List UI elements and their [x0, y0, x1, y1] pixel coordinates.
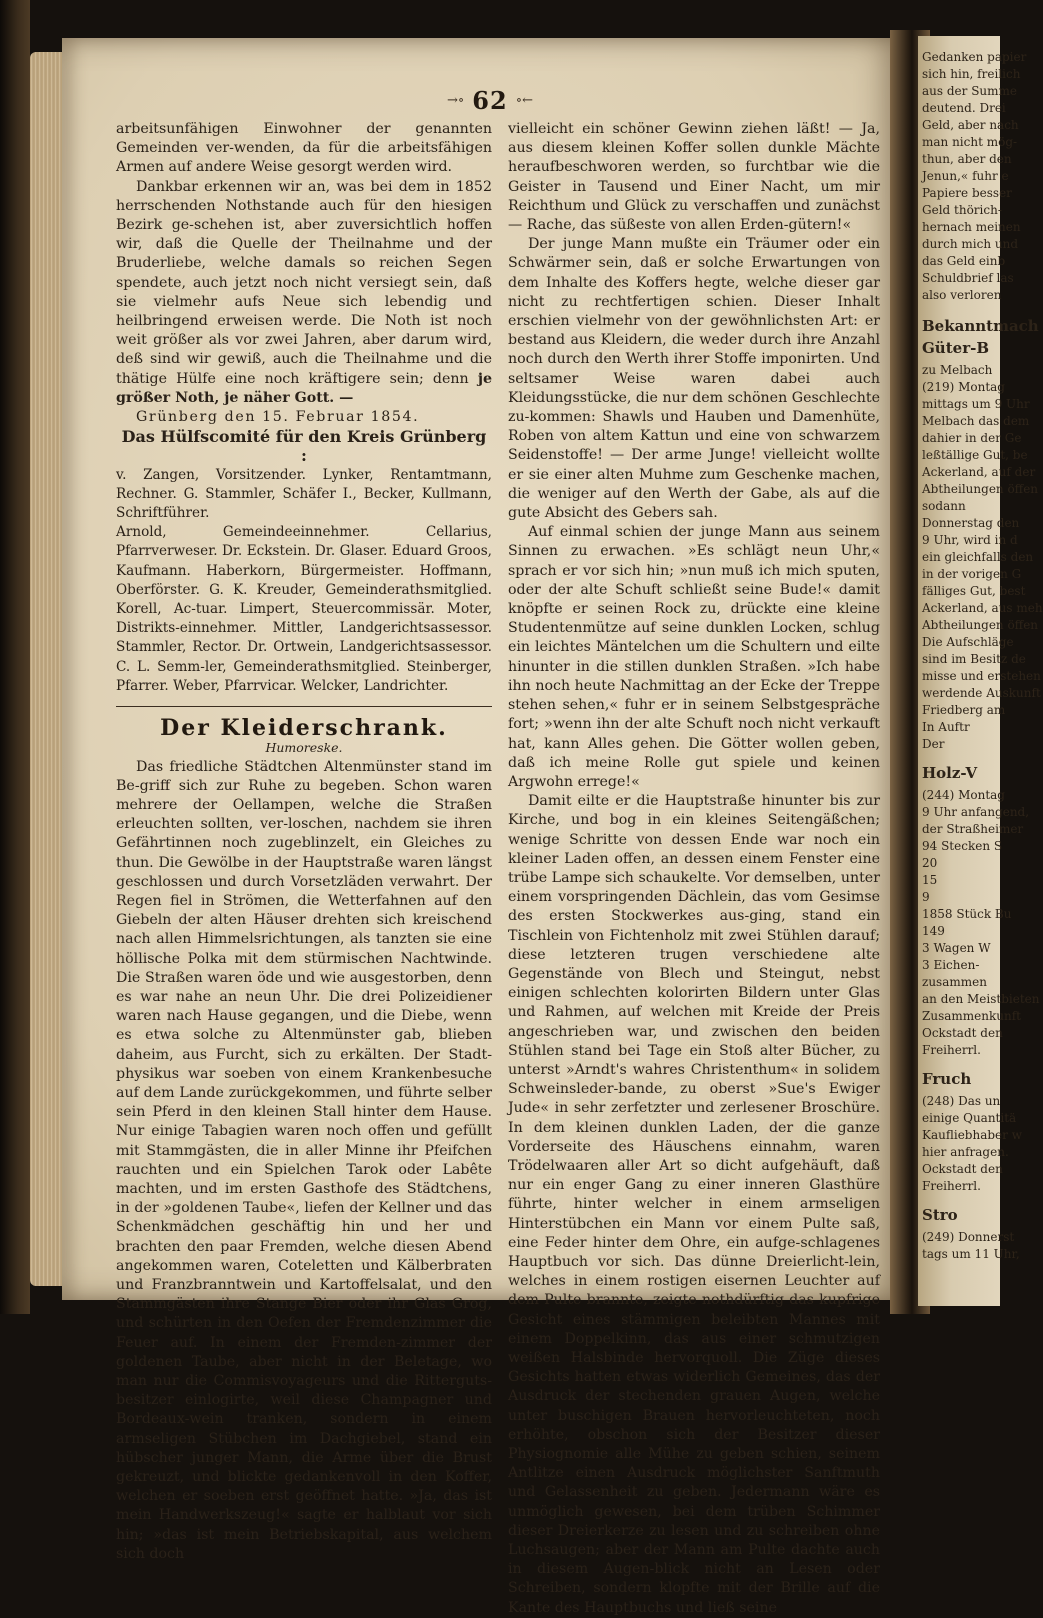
fragment-line: thun, aber den	[922, 152, 1012, 166]
fragment-line: Die Aufschläge	[922, 635, 1014, 649]
story-paragraph-5: Damit eilte er die Hauptstraße hinunter bis zur Kirche, und bog in ein kleines Seitengäßchen; wenige Schritte von dessen Ende war noch ein kleiner Laden offen, an dessen einem Fenster eine trübe Lampe sich schaukelte. Vor demselben, unter einem vorspringenden Dächlein, das vom Gesimse des ersten Stockwerkes aus-ging, stand ein Tischlein von Fichtenholz mit zwei Stühlen darauf; diese letzteren trugen verschiedene alte Gegenstände von Blech und Steingut, nebst einigen schlechten kolorirten Bildern unter Glas und Rahmen, auf welchen mit Kreide der Preis angeschrieben war, und zwischen den beiden Stühlen stand bei Tage ein Stoß alter Bücher, zu unterst »Arndt's wahres Christenthum« in solidem Schweinsleder-bande, zu oberst »Sue's Ewiger Jude« in sehr zerfetzter und zerlesener Broschüre. In dem kleinen dunklen Laden, der die ganze Vorderseite des Häuschens einnahm, waren Trödelwaaren aller Art so dicht aufgehäuft, daß nur ein enger Gang zu einer inneren Glasthüre führte, hinter welcher in einem armseligen Hinterstübchen ein Mann vor einem Pulte saß, eine Feder hinter dem Ohre, ein aufge-schlagenes Hauptbuch vor sich. Das dünne Dreierlicht-lein, welches in einem rostigen eisernen Leuchter auf dem Pulte brannte, zeigte nothdürftig das kupfrige Gesicht eines stämmigen beleibten Mannes mit einem Doppelkinn, das aus einer schmutzigen weißen Halsbinde hervorquoll. Die Züge dieses Gesichts hatten etwas widerlich Gemeines, das der Ausdruck der stechenden grauen Augen, welche unter buschigen Brauen hervorleuchteten, noch erhöhte, obschon sich der Besitzer dieser Physiognomie alle Mühe zu geben schien, seinem Antlitze einen Ausdruck möglichster Sanftmuth und Gelassenheit zu geben. Jedermann wäre es unmöglich gewesen, bei dem trüben Schimmer dieser Dreierkerze zu lesen und zu schreiben ohne Luchsaugen; aber der Mann am Pulte dachte auch in diesem Augen-blick nicht an Lesen oder Schreiben, sondern klopfte mit der Brille auf die Kante des Hauptbuchs und ließ seine	[508, 793, 880, 1616]
fragment-line: zu Melbach	[922, 363, 993, 377]
fragment-line: Jenun,« fuhr e	[922, 169, 1009, 183]
story-paragraph-3: Der junge Mann mußte ein Träumer oder ein Schwärmer sein, daß er solche Erwartungen von dem Inhalte des Koffers hegte, welche dieser gar nicht zu rechtfertigen schien. Dieser Inhalt erschien vielmehr von der gewöhnlichsten Art: er bestand aus Kleidern, die weder durch ihre Anzahl noch durch den Werth ihrer Stoffe imponirten. Und seltsamer Weise waren dabei auch Kleidungsstücke, die nur dem schönen Geschlechte zu-kommen: Shawls und Hauben und Damenhüte, Roben von altem Kattun und eine von schwarzem Seidenstoffe! — Der arme Junge! vielleicht wollte er sie einer alten Muhme zum Geschenke machen, die weniger auf den Werth der Gabe, als auf die gute Absicht des Gebers sah.	[508, 236, 880, 522]
fragment-line: sich hin, freilich	[922, 67, 1021, 81]
ornament-right-icon: ∘←	[515, 92, 533, 108]
fragment-line: Fruch	[922, 1070, 972, 1088]
fragment-line: dahier in der Ge	[922, 431, 1022, 445]
fragment-line: 149	[922, 924, 945, 938]
story-subtitle: Humoreske.	[265, 740, 343, 756]
page-number: 62	[472, 85, 508, 115]
fragment-line: Stro	[922, 1206, 958, 1224]
fragment-line: Der	[922, 737, 945, 751]
fragment-line: an den Meistbieten	[922, 992, 1040, 1006]
fragment-line: mittags um 9 Uhr	[922, 397, 1030, 411]
fragment-line: der Straßheimer	[922, 822, 1024, 836]
fragment-line: Ockstadt den	[922, 1026, 1003, 1040]
fragment-line: Kaufliebhaber w	[922, 1128, 1022, 1142]
fragment-line: leßtällige Gut, be	[922, 448, 1028, 462]
fragment-line: in der vorigen G	[922, 567, 1022, 581]
section-divider	[116, 706, 492, 707]
fragment-line: ein gleichfalls den	[922, 550, 1034, 564]
fragment-line: (219) Montag	[922, 380, 1005, 394]
fragment-line: hernach meinen	[922, 220, 1021, 234]
fragment-line: einige Quantitä	[922, 1111, 1017, 1125]
signatories-members: Arnold, Gemeindeeinnehmer. Cellarius, Pfarrverweser. Dr. Eckstein. Dr. Glaser. Eduard Groos, Kaufmann. Haberkorn, Bürgermeister. Hoffmann, Oberförster. G. K. Kreuder, Gemeinderathsmitglied. Korell, Ac-tuar. Limpert, Steuercommissär. Moter, Distrikts-einnehmer. Mittler, Landgerichtsassessor. Stammler, Rector. Dr. Ortwein, Landgerichtsassessor. C. L. Semm-ler, Gemeinderathsmitglied. Steinberger, Pfarrer. Weber, Pfarrvicar. Welcker, Landrichter.	[116, 524, 492, 694]
fragment-line: fälliges Gut, best	[922, 584, 1026, 598]
story-paragraph-4: Auf einmal schien der junge Mann aus seinem Sinnen zu erwachen. »Es schlägt neun Uhr,« sprach er vor sich hin; »nun muß ich mich sputen, oder der alte Schuft schließt seine Bude!« damit knöpfte er seinen Rock zu, drückte eine kleine Studentenmütze auf seine dunklen Locken, schlug ein leichtes Mäntelchen um die Schultern und eilte hinunter in die stillen dunklen Straßen. »Ich habe ihn noch heute Nachmittag an der Ecke der Treppe stehen sehen,« fuhr er in seinem Selbstgespräche fort; »wenn ihn der alte Schuft noch nicht verkauft hat, kann Alles gehen. Die Götter wollen geben, daß ich meine Rolle gut spiele und keinen Argwohn errege!«	[508, 524, 880, 790]
right-column	[508, 120, 880, 1618]
fragment-line: Güter-B	[922, 339, 989, 357]
fragment-line: Papiere besser	[922, 186, 1012, 200]
appeal-text: Dankbar erkennen wir an, was bei dem in 1852 herrschenden Nothstande auch für den hiesigen Bezirk ge-schehen ist, aber zuversichtlich hoffen wir, daß die Quelle der Theilnahme und der Bruderliebe, welche damals so reichen Segen spendete, auch jetzt noch nicht versiegt sein, daß sie vielmehr aufs Neue sich lebendig und heilbringend erweisen werde. Die Noth ist noch weit größer als vor zwei Jahren, aber darum wird, deß sind wir gewiß, auch die Theilnahme und die thätige Hülfe eine noch kräftigere sein; denn	[116, 178, 492, 387]
fragment-line: Schuldbrief las	[922, 271, 1014, 285]
fragment-line: Abtheilungen öffen	[922, 482, 1039, 496]
fragment-line: sind im Besitz de	[922, 652, 1026, 666]
fragment-line: (248) Das un	[922, 1094, 1001, 1108]
fragment-line: 3 Eichen-	[922, 958, 980, 972]
fragment-line: 1858 Stück Bu	[922, 907, 1012, 921]
fragment-line: deutend. Drei	[922, 101, 1006, 115]
place-date: Grünberg den 15. Februar 1854.	[136, 409, 420, 426]
fragment-line: Freiherrl.	[922, 1179, 981, 1193]
fragment-line: das Geld einb	[922, 254, 1006, 268]
story-paragraph-2: vielleicht ein schöner Gewinn ziehen läßt! — Ja, aus diesem kleinen Koffer sollen dunkle Mächte heraufbeschworen werden, so furchtbar wie die Geister in Tausend und Einer Nacht, um mir Reichthum und Glück zu verschaffen und zunächst — Rache, das süßeste von allen Erden-gütern!«	[508, 121, 880, 234]
fragment-line: Ackerland, auf der	[922, 465, 1036, 479]
fragment-line: Ockstadt den	[922, 1162, 1003, 1176]
fragment-line: werdende Auskunft	[922, 686, 1041, 700]
fragment-line: Abtheilungen öffen	[922, 618, 1039, 632]
fragment-line: Bekanntmach	[922, 317, 1039, 335]
fragment-line: (244) Montag	[922, 788, 1005, 802]
ornament-left-icon: →∘	[447, 92, 465, 108]
fragment-line: Donnerstag den	[922, 516, 1020, 530]
fragment-line: man nicht mög-	[922, 135, 1018, 149]
fragment-line: (249) Donnerst	[922, 1230, 1015, 1244]
fragment-line: 20	[922, 856, 938, 870]
fragment-line: Geld thörich-	[922, 203, 1002, 217]
fragment-line: 3 Wagen W	[922, 941, 991, 955]
committee-title: Das Hülfscomité für den Kreis Grünberg :	[121, 427, 487, 466]
page-header	[420, 84, 560, 116]
fragment-line: 9	[922, 890, 930, 904]
fragment-line: 94 Stecken S	[922, 839, 1003, 853]
intro-paragraph: arbeitsunfähigen Einwohner der genannten Gemeinden ver-wenden, da für die arbeitsfähigen Armen auf andere Weise gesorgt werden wird.	[116, 121, 492, 176]
fragment-line: misse und erstehen	[922, 669, 1041, 683]
fragment-line: Friedberg am	[922, 703, 1006, 717]
fragment-line: Freiherrl.	[922, 1043, 981, 1057]
story-paragraph-1: Das friedliche Städtchen Altenmünster stand im Be-griff sich zur Ruhe zu begeben. Schon waren mehrere der Oellampen, welche die Straßen erleuchten sollten, ver-loschen, nachdem sie ihren Gefährtinnen noch zugeblinzelt, ein Gleiches zu thun. Die Gewölbe in der Hauptstraße waren längst geschlossen und durch Vorsetzläden verwahrt. Der Regen fiel in Strömen, die Wetterfahnen auf den Giebeln der alten Häuser drehten sich kreischend nach allen Himmelsrichtungen, als tanzten sie eine höllische Polka mit dem stürmischen Nachtwinde. Die Straßen waren öde und wie ausgestorben, denn es war nahe an neun Uhr. Die drei Polizeidiener waren nach Hause gegangen, und die Diebe, wenn es etwa solche zu Altenmünster gab, blieben daheim, aus Furcht, sich zu erkälten. Der Stadt-physikus war soeben von einem Krankenbesuche auf dem Lande zurückgekommen, und führte selber sein Pferd in den kleinen Stall hinter dem Hause. Nur einige Tabagien waren noch offen und gefüllt mit Stammgästen, die in aller Minne ihr Pfeifchen rauchten und ein Spielchen Tarok oder Labête machten, und im ersten Gasthofe des Städtchens, in der »goldenen Taube«, liefen der Kellner und das Schenkmädchen geschäftig hin und her und brachten den paar Fremden, welche diesen Abend angekommen waren, Coteletten und Kälberbraten und Franzbranntwein und Kartoffelsalat, und den Stammgästen ihre Stange Bier oder ihr Glas Grog, und schürten in den Oefen der Fremdenzimmer die Feuer auf. In einem der Fremden-zimmer der goldenen Taube, aber nicht in der Beletage, wo man nur die Commisvoyageurs und die Ritterguts-besitzer einlogirte, weil diese Champagner und Bordeaux-wein tranken, sondern in einem armseligen Stübchen im Dachgiebel, stand ein hübscher junger Mann, die Arme über die Brust gekreuzt, und blickte gedankenvoll in den Koffer, welchen er soeben erst geöffnet hatte. »Ja, das ist mein Handwerkszeug!« sagte er halblaut vor sich hin; »das ist mein Betriebskapital, aus welchem sich doch	[116, 758, 492, 1562]
fragment-line: 15	[922, 873, 938, 887]
book-spine	[0, 0, 30, 1314]
fragment-line: Zusammenkunft	[922, 1009, 1021, 1023]
fragment-line: In Auftr	[922, 720, 970, 734]
fragment-line: hier anfragen.	[922, 1145, 1009, 1159]
fragment-line: Holz-V	[922, 764, 978, 782]
appeal-paragraph	[116, 178, 492, 408]
fragment-line: Melbach das dem	[922, 414, 1030, 428]
fragment-line: Ackerland, aus meh	[922, 601, 1043, 615]
fragment-line: Geld, aber nach	[922, 118, 1019, 132]
left-column	[116, 120, 492, 1564]
fragment-line: zusammen	[922, 975, 987, 989]
story-title: Der Kleiderschrank.	[160, 715, 448, 742]
fragment-line: 9 Uhr anfangend,	[922, 805, 1030, 819]
fragment-line: tags um 11 Uhr,	[922, 1247, 1020, 1261]
fragment-line: sodann	[922, 499, 966, 513]
fragment-line: 9 Uhr, wird in d	[922, 533, 1018, 547]
signatories-board: v. Zangen, Vorsitzender. Lynker, Rentamtmann, Rechner. G. Stammler, Schäfer I., Becker, Kullmann, Schriftführer.	[116, 466, 492, 522]
fragment-line: also verloren	[922, 288, 1002, 302]
appeal-emphasis: je größer Noth, je näher Gott. —	[116, 370, 492, 406]
fragment-line: Gedanken papier	[922, 50, 1027, 64]
fragment-line: durch mich und	[922, 237, 1019, 251]
fragment-line: aus der Summe	[922, 84, 1017, 98]
